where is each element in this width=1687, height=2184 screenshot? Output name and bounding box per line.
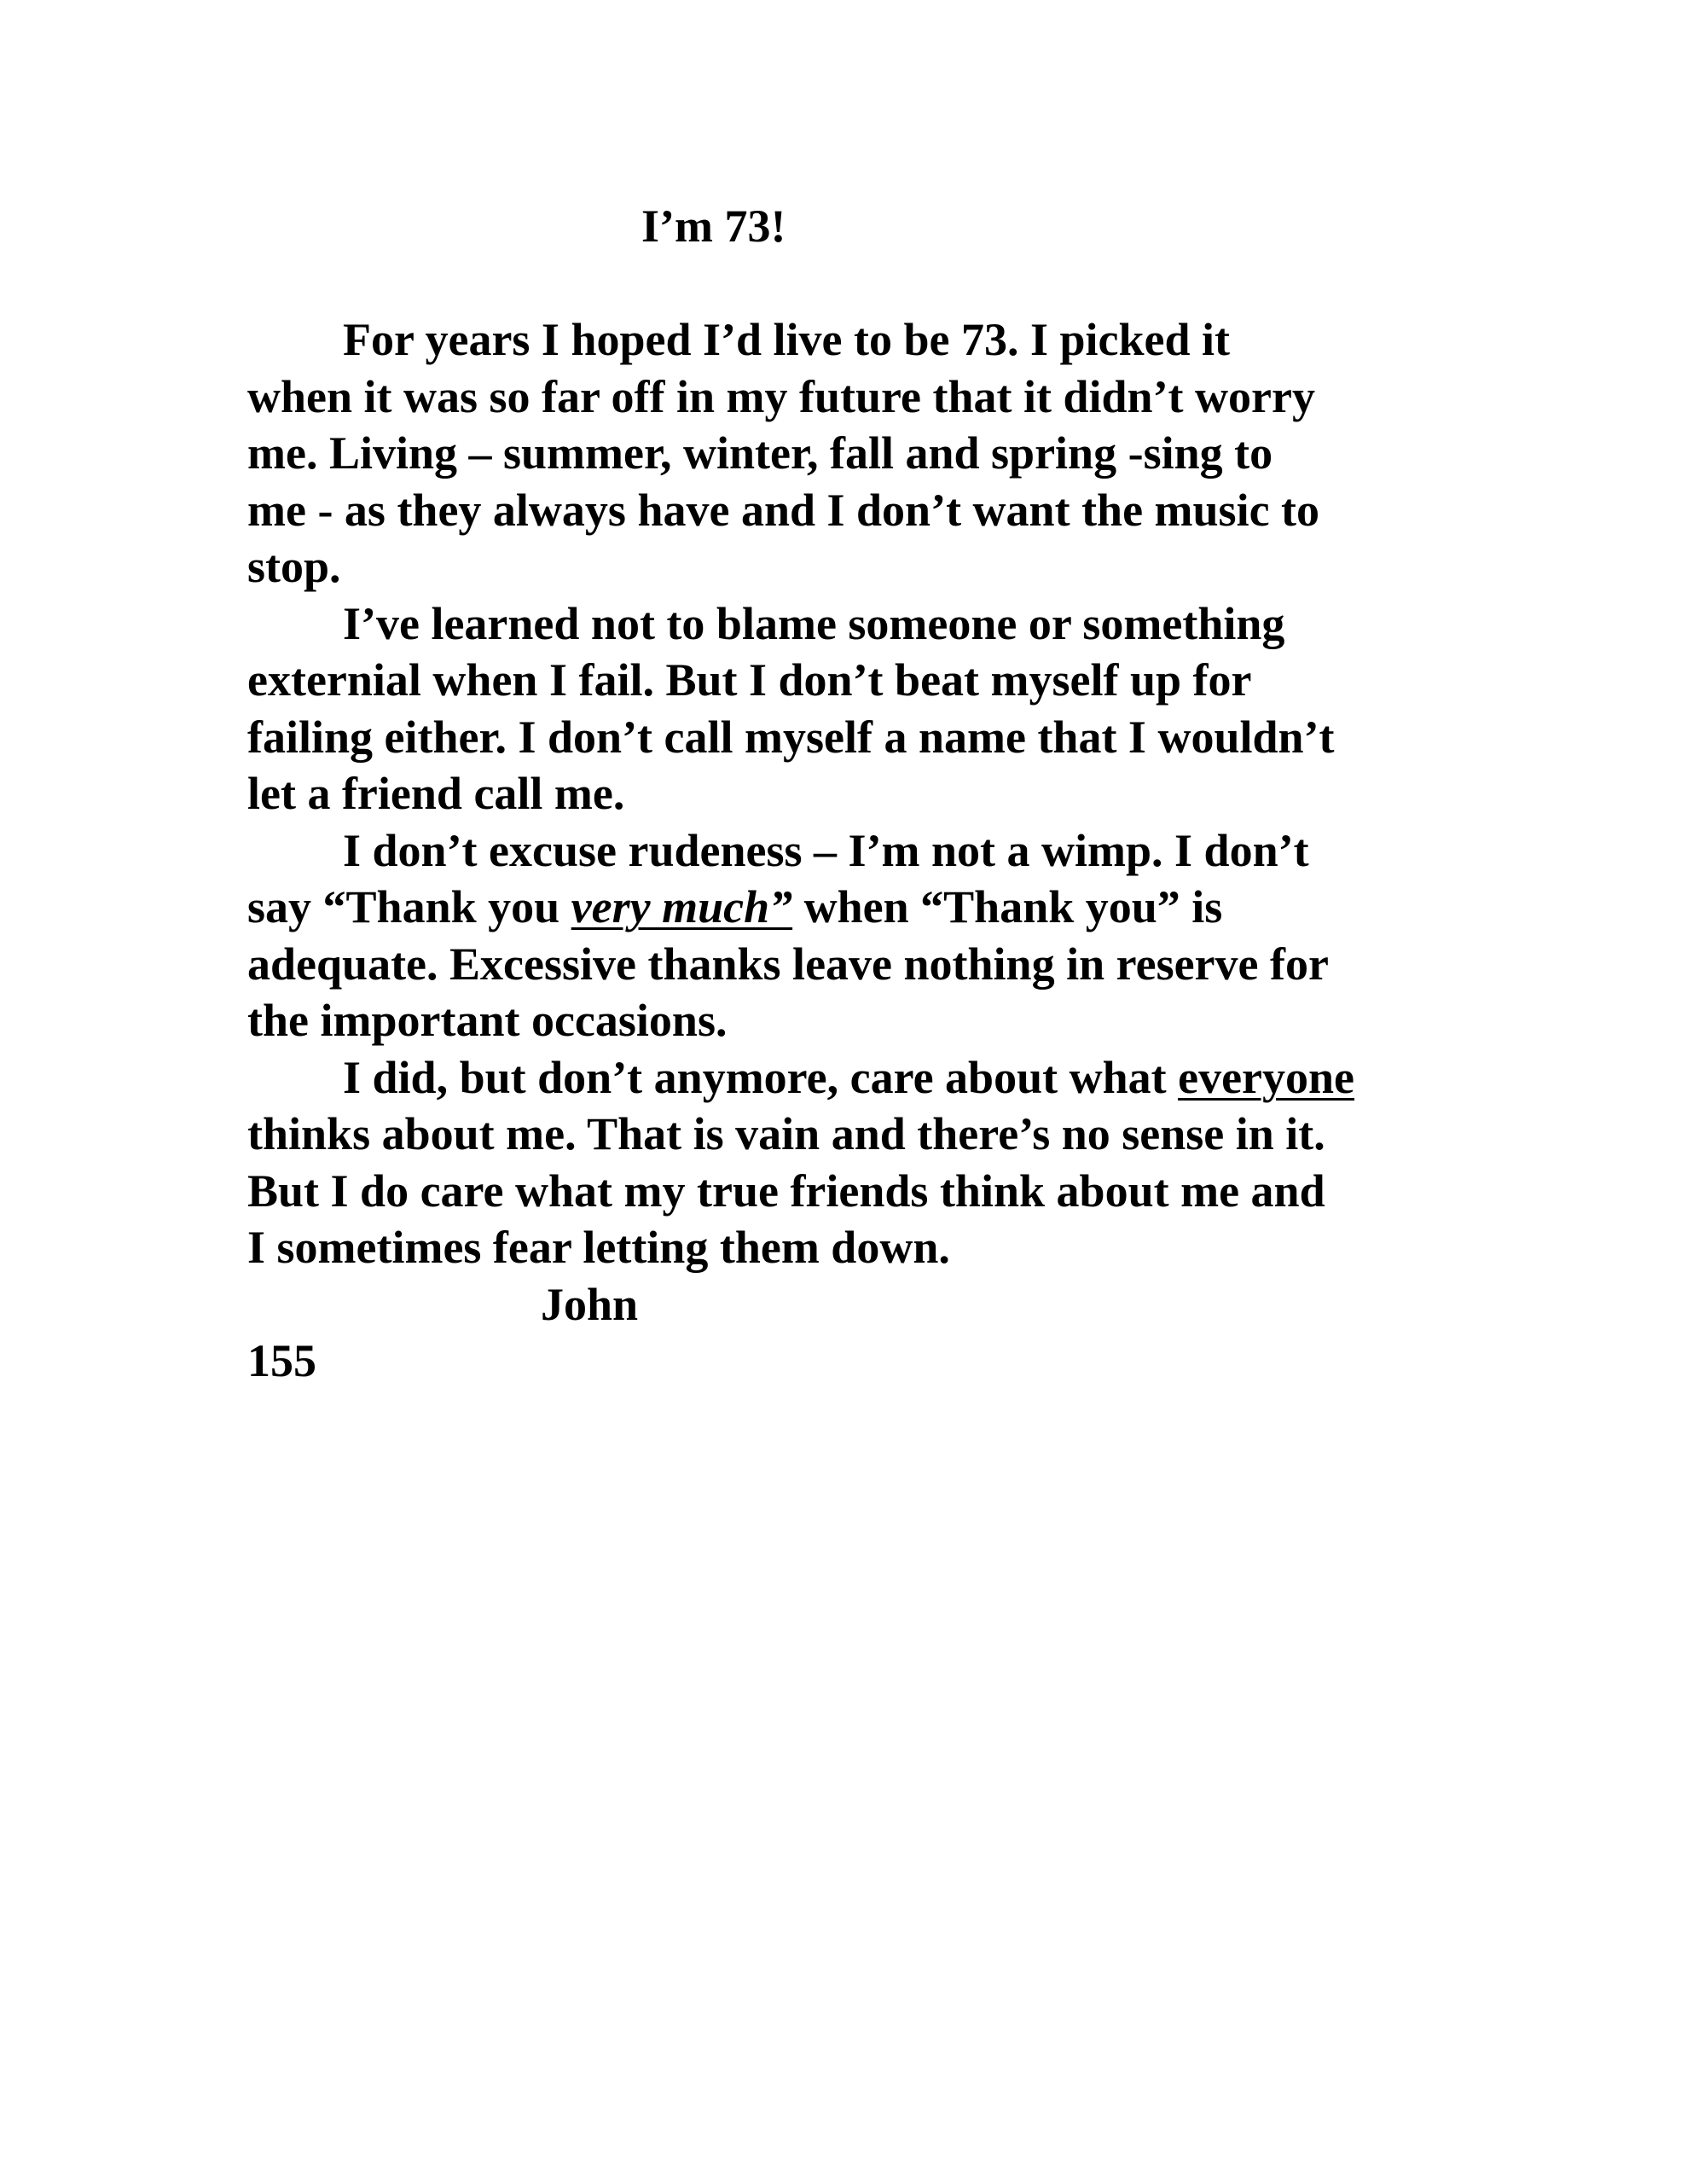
page-number: 155 xyxy=(247,1335,316,1386)
text-line: I’ve learned not to blame someone or something xyxy=(343,597,1285,649)
text-segment: when “Thank you” is xyxy=(792,881,1223,932)
text-line xyxy=(247,1049,1458,1107)
emphasized-phrase: very much” xyxy=(571,881,793,932)
text-line: adequate. Excessive thanks leave nothing in reserve for xyxy=(247,938,1329,990)
text-line: the important occasions. xyxy=(247,995,728,1046)
underlined-word: everyone xyxy=(1178,1051,1355,1103)
text-line: stop. xyxy=(247,541,341,592)
text-segment: say “Thank you xyxy=(247,881,571,932)
text-line: me. Living – summer, winter, fall and spring -sing to xyxy=(247,427,1273,479)
document-body xyxy=(247,311,1458,1390)
text-line: me - as they always have and I don’t want the music to xyxy=(247,484,1320,536)
text-line: I sometimes fear letting them down. xyxy=(247,1222,950,1273)
text-line: externial when I fail. But I don’t beat myself up for xyxy=(247,654,1252,706)
text-line: when it was so far off in my future that it didn’t worry xyxy=(247,370,1315,422)
document-title: I’m 73! xyxy=(641,200,786,252)
text-segment: I did, but don’t anymore, care about what xyxy=(343,1051,1179,1103)
text-line xyxy=(247,879,1458,936)
text-line: let a friend call me. xyxy=(247,768,625,819)
text-line: failing either. I don’t call myself a name that I wouldn’t xyxy=(247,711,1335,763)
text-line: I don’t excuse rudeness – I’m not a wimp. I don’t xyxy=(343,824,1309,876)
text-line: For years I hoped I’d live to be 73. I picked it xyxy=(343,314,1231,365)
text-line: thinks about me. That is vain and there’s no sense in it. xyxy=(247,1108,1325,1159)
text-line: But I do care what my true friends think about me and xyxy=(247,1165,1325,1217)
signature: John xyxy=(541,1278,639,1330)
